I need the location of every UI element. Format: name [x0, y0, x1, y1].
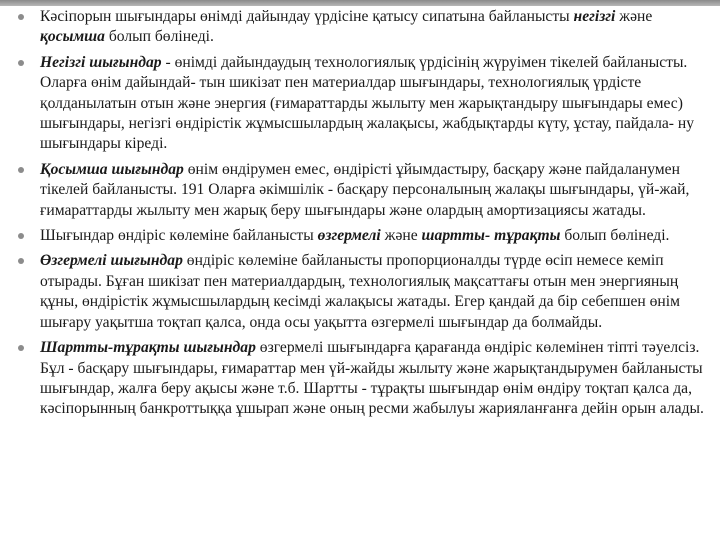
bullet-item — [14, 251, 714, 333]
text-segment: өнім өндірумен емес, өндірісті ұйымдастыру, басқару және пайдаланумен тікелей байланысты. 191 Оларға әкімшілік - басқару персоналының жалақы шығындары, үй-жай, ғимараттарды жылыту мен жарық беру шығындары және олардың амортизациясы жатады. — [40, 160, 690, 219]
text-segment: және — [380, 227, 422, 245]
bullet-item — [14, 160, 714, 221]
bullet-item — [14, 7, 714, 48]
emphasized-term: Шартты-тұрақты шығындар — [40, 339, 256, 357]
bullet-item — [14, 53, 714, 155]
bullet-dot — [18, 60, 24, 66]
emphasized-term: Негізгі шығындар — [40, 53, 162, 71]
text-segment: Шығындар өндіріс көлеміне байланысты — [40, 227, 318, 245]
text-segment: Кәсіпорын шығындары өнімді дайындау үрдісіне қатысу сипатына байланысты — [40, 8, 574, 25]
bullet-dot — [18, 233, 24, 239]
emphasized-term: Қосымша шығындар — [40, 160, 184, 178]
bullet-dot — [18, 14, 24, 20]
slide-content — [14, 7, 714, 425]
emphasized-term: қосымша — [40, 28, 105, 46]
emphasized-term: негізгі — [573, 8, 616, 25]
emphasized-term: Өзгермелі шығындар — [40, 252, 183, 270]
text-segment: - өнімді дайындаудың технологиялық үрдісінің жүруімен тікелей байланысты. Оларға өнім дайындай- тын шикізат пен материалдар шығындары, технологиялық үрдісте қолданылатын отын және энергия (ғимараттарды жылыту мен жарықтандыру шығындары емес) шығындары, негізгі өндірістік жұмысшылардың жалақысы, жабдықтарды күту, ұстау, пайдала- ну шығындары кіреді. — [40, 53, 695, 153]
bullet-item — [14, 226, 714, 246]
text-segment: өзгермелі шығындарға қарағанда өндіріс көлемінен тіпті тәуелсіз. Бұл - басқару шығындары, ғимараттар мен үй-жайды жылыту және жарықтандырумен байланысты шығындар, жалға беру ақысы және т.б. Шартты - тұрақты шығындар өнім өндіру тоқтап қалса да, кәсіпорынның банкроттыққа ұшырап және оның ресми жабылуы жарияланғанға дейін орын алады. — [40, 339, 704, 418]
text-segment: және — [615, 8, 653, 25]
slide-top-bar — [0, 0, 720, 6]
bullet-dot — [18, 167, 24, 173]
emphasized-term: өзгермелі — [317, 227, 381, 245]
text-segment: болып бөлінеді. — [560, 227, 670, 245]
bullet-item — [14, 338, 714, 420]
bullet-dot — [18, 258, 24, 264]
bullet-dot — [18, 345, 24, 351]
bullet-list — [14, 7, 714, 420]
text-segment: өндіріс көлеміне байланысты пропорционалды түрде өсіп немесе кеміп отырады. Бұған шикізат пен материалдардың, технологиялық мақсаттағы отын мен энергияның құны, өндірістік жұмысшылардың кесімді жалақысы жатады. Егер қандай да бір себепшен өнім шығару уақытша тоқтап қалса, онда осы уақытта өзгермелі шығындар да болмайды. — [40, 252, 680, 331]
text-segment: болып бөлінеді. — [104, 28, 214, 46]
emphasized-term: шартты- тұрақты — [421, 227, 561, 245]
